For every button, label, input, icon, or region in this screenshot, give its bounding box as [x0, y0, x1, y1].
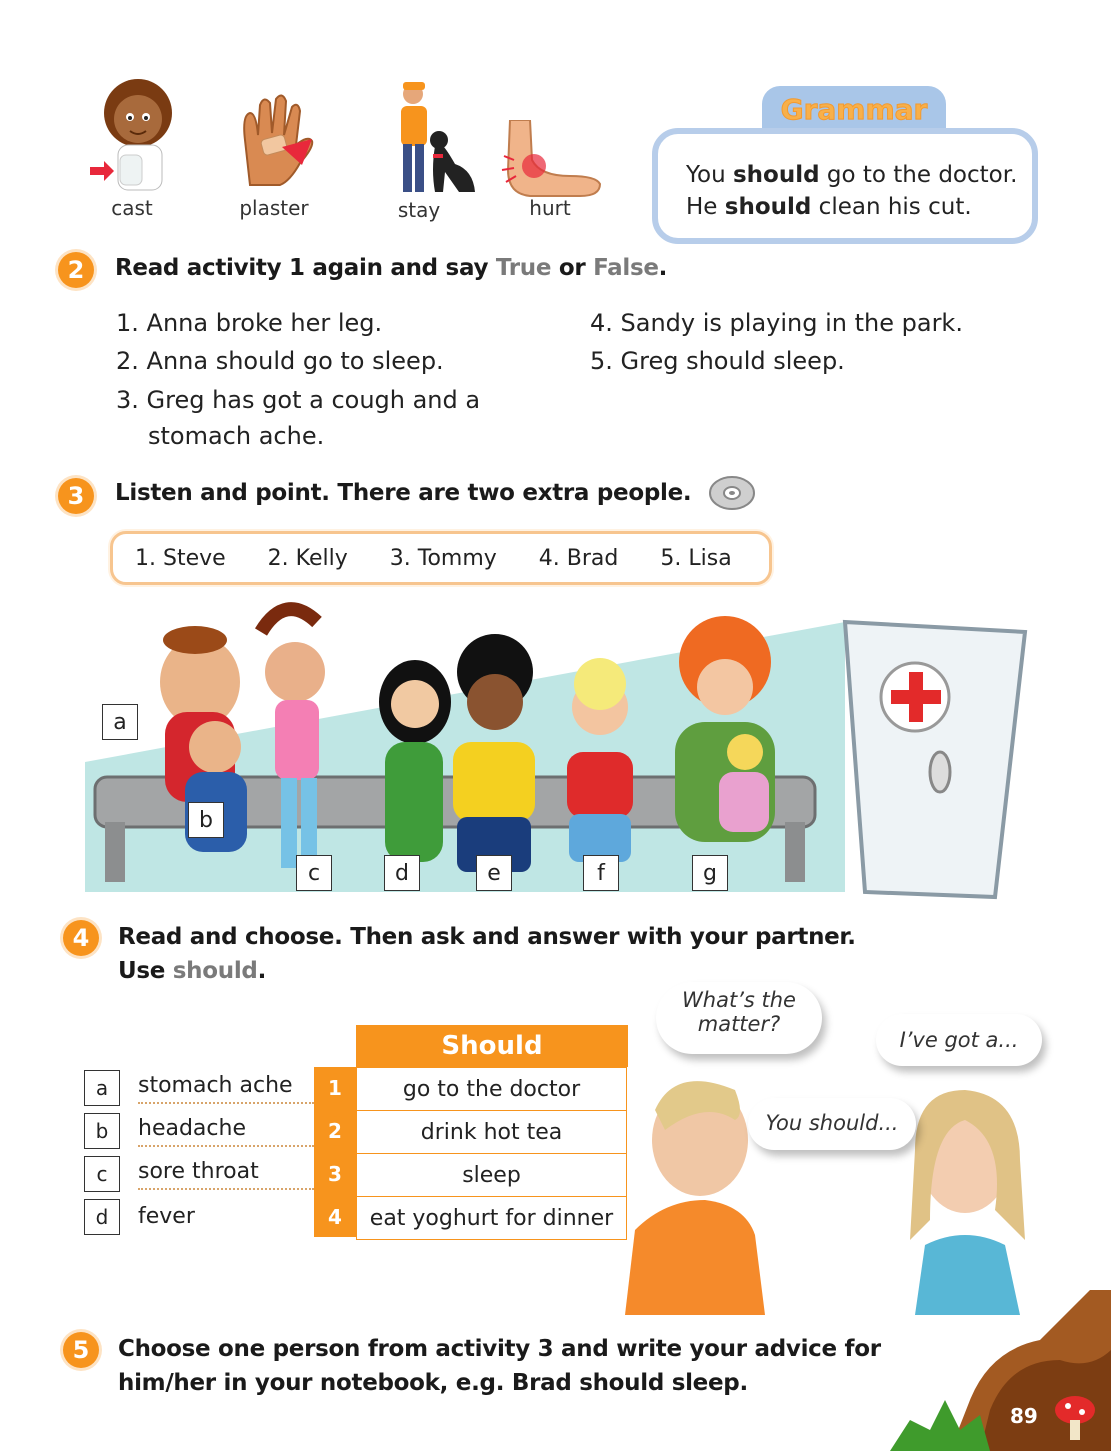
activity-2-item-2: 2. Anna should go to sleep.: [116, 347, 444, 375]
row-problem-b: headache: [138, 1116, 314, 1147]
activity-2-item-1: 1. Anna broke her leg.: [116, 309, 383, 337]
man-dog-stay-icon: [385, 80, 495, 200]
tree-stump-decoration: [890, 1290, 1111, 1451]
row-advice-3: sleep: [356, 1153, 627, 1197]
table-row: [84, 1110, 629, 1153]
activity-2-item-5: 5. Greg should sleep.: [590, 347, 845, 375]
row-problem-d: fever: [138, 1204, 195, 1229]
label-c: c: [296, 855, 332, 891]
activity-4-number: 4: [63, 920, 99, 956]
row-problem-c: sore throat: [138, 1159, 314, 1190]
row-number-1: 1: [320, 1073, 350, 1103]
activity-2-item-4: 4. Sandy is playing in the park.: [590, 309, 963, 337]
name-1: 1. Steve: [135, 545, 226, 571]
label-f: f: [583, 855, 619, 891]
label-a: a: [102, 704, 138, 740]
vocab-label-stay: stay: [397, 198, 441, 222]
table-row: [84, 1196, 629, 1239]
hurt-foot-icon: [500, 120, 610, 200]
table-row: [84, 1067, 629, 1110]
speech-bubble-ive-got-a: I’ve got a...: [876, 1014, 1042, 1066]
name-3: 3. Tommy: [389, 545, 497, 571]
vocab-label-plaster: plaster: [239, 196, 309, 220]
row-advice-4: eat yoghurt for dinner: [356, 1196, 627, 1240]
label-d: d: [384, 855, 420, 891]
grammar-title: Grammar: [780, 93, 928, 126]
activity-2-instruction: Read activity 1 again and say True or False.: [115, 255, 668, 281]
grammar-line-1: You should go to the doctor.: [686, 162, 1018, 188]
activity-4-instruction-line-2: Use should.: [118, 958, 267, 984]
activity-5-number: 5: [63, 1332, 99, 1368]
activity-5-line-1: Choose one person from activity 3 and write your advice for: [118, 1336, 881, 1362]
row-problem-a: stomach ache: [138, 1073, 314, 1104]
activity-2-item-3: 3. Greg has got a cough and a: [116, 386, 481, 414]
activity-4-instruction-line-1: Read and choose. Then ask and answer with your partner.: [118, 924, 856, 950]
page-number: 89: [1010, 1404, 1038, 1428]
table-row: [84, 1153, 629, 1196]
activity-3-number: 3: [58, 478, 94, 514]
name-4: 4. Brad: [538, 545, 619, 571]
hand-plaster-icon: [220, 85, 330, 195]
should-header: Should: [356, 1025, 628, 1067]
girl-arm-cast-icon: [80, 75, 190, 195]
name-5: 5. Lisa: [660, 545, 732, 571]
activity-3-instruction: Listen and point. There are two extra people.: [115, 480, 692, 506]
vocab-label-hurt: hurt: [529, 196, 571, 220]
label-e: e: [476, 855, 512, 891]
grammar-box: [652, 128, 1038, 244]
speech-bubble-you-should: You should...: [748, 1098, 916, 1150]
row-number-3: 3: [320, 1159, 350, 1189]
label-g: g: [692, 855, 728, 891]
row-number-2: 2: [320, 1116, 350, 1146]
names-bar: [110, 531, 772, 585]
grammar-line-2: He should clean his cut.: [686, 194, 972, 220]
audio-cd-icon[interactable]: [708, 474, 756, 512]
vocab-label-cast: cast: [111, 196, 153, 220]
row-letter-c: c: [84, 1156, 120, 1192]
row-letter-b: b: [84, 1113, 120, 1149]
activity-2-number: 2: [58, 252, 94, 288]
row-letter-a: a: [84, 1070, 120, 1106]
label-b: b: [188, 802, 224, 838]
activity-2-item-3-cont: stomach ache.: [148, 422, 325, 450]
row-letter-d: d: [84, 1199, 120, 1235]
row-number-4: 4: [320, 1202, 350, 1232]
speech-bubble-whats-the-matter: What’s the matter?: [656, 982, 822, 1054]
waiting-room-illustration: [85, 592, 1035, 902]
activity-5-line-2: him/her in your notebook, e.g. Brad should sleep.: [118, 1370, 748, 1396]
row-advice-1: go to the doctor: [356, 1067, 627, 1111]
row-advice-2: drink hot tea: [356, 1110, 627, 1154]
name-2: 2. Kelly: [267, 545, 348, 571]
